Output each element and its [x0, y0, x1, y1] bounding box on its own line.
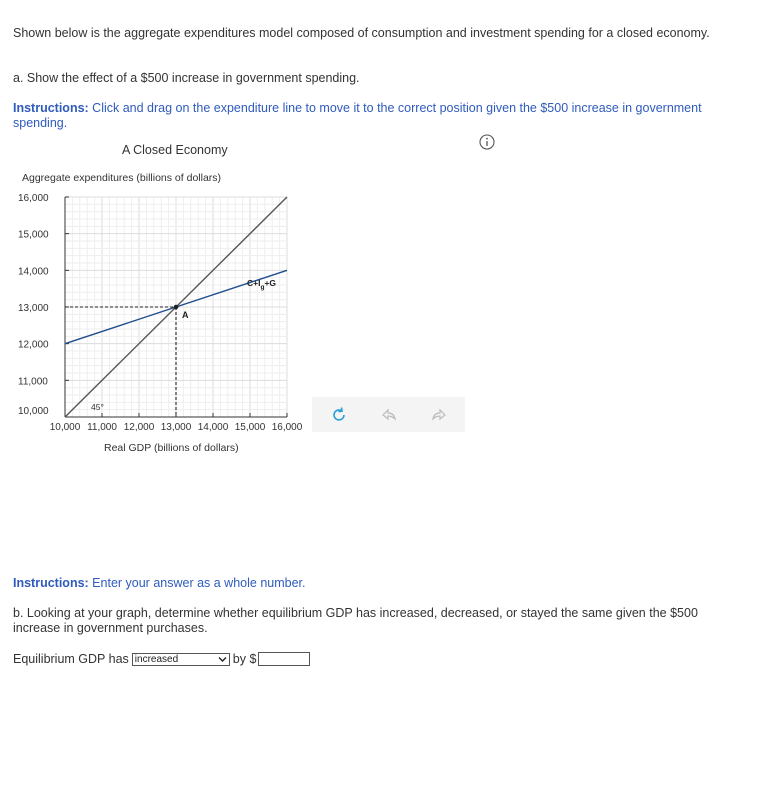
- answer-prefix: Equilibrium GDP has: [13, 652, 129, 666]
- y-tick-label: 15,000: [18, 229, 49, 241]
- part-a-prompt: a. Show the effect of a $500 increase in government spending.: [13, 71, 360, 85]
- instructions-a-text: Click and drag on the expenditure line to move it to the correct position given the $500 increase in government spending.: [13, 101, 702, 130]
- gdp-direction-select[interactable]: [132, 653, 230, 666]
- gdp-direction-value: increased: [134, 653, 179, 665]
- instructions-a: [13, 101, 733, 131]
- answer-by-label: by $: [232, 652, 257, 666]
- part-b-prompt: b. Looking at your graph, determine whether equilibrium GDP has increased, decreased, or stayed the same given the $500 increase in government purchases.: [13, 606, 698, 635]
- x-tick-label: 12,000: [123, 422, 155, 433]
- x-tick-label: 10,000: [49, 422, 81, 433]
- angle-label: 45°: [91, 402, 104, 412]
- graph-toolbar: [312, 397, 465, 432]
- x-axis-title: Real GDP (billions of dollars): [104, 442, 239, 454]
- y-axis-title: Aggregate expenditures (billions of dollars): [22, 172, 222, 184]
- instructions-b-text: Enter your answer as a whole number.: [88, 576, 306, 590]
- undo-icon[interactable]: [379, 405, 399, 425]
- chart-title: A Closed Economy: [122, 143, 228, 157]
- answer-row: [13, 651, 310, 667]
- expenditure-line-label: $C+I_g+G$: [247, 278, 277, 292]
- x-tick-label: 11,000: [87, 422, 117, 433]
- y-tick-label: 14,000: [18, 266, 49, 278]
- equilibrium-point: [174, 305, 179, 310]
- x-tick-label: 14,000: [197, 422, 229, 433]
- y-tick-label: 12,000: [18, 339, 49, 351]
- x-tick-label: 15,000: [234, 422, 266, 433]
- reset-icon[interactable]: [329, 405, 349, 425]
- instructions-b: [13, 576, 305, 591]
- x-tick-label: 13,000: [160, 422, 192, 433]
- redo-icon[interactable]: [429, 405, 449, 425]
- x-tick-label: 16,000: [271, 422, 303, 433]
- instructions-a-label: Instructions:: [13, 101, 89, 115]
- question-intro: Shown below is the aggregate expenditures model composed of consumption and investment spending for a closed economy.: [13, 26, 710, 40]
- instructions-b-label: Instructions:: [13, 576, 89, 590]
- y-tick-label: 10,000: [18, 406, 49, 417]
- y-tick-label: 13,000: [18, 303, 49, 314]
- y-tick-label: 11,000: [18, 376, 48, 388]
- y-tick-label: 16,000: [18, 193, 49, 204]
- info-icon[interactable]: [479, 134, 495, 150]
- chevron-down-icon: [218, 656, 227, 663]
- expenditure-chart[interactable]: [0, 185, 320, 435]
- gdp-change-input[interactable]: [258, 652, 310, 666]
- equilibrium-label: A: [182, 310, 189, 320]
